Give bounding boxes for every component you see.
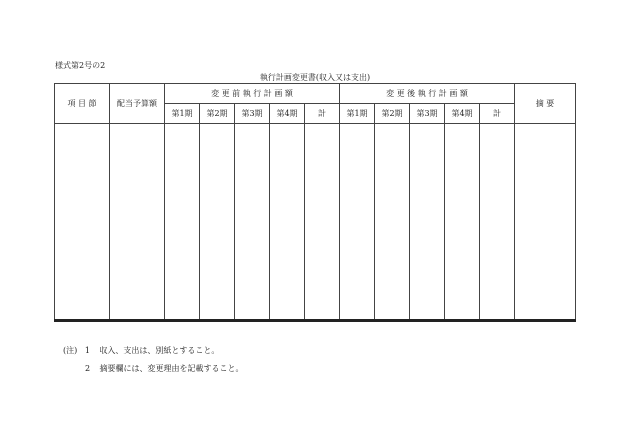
before-period-2-cell[interactable] xyxy=(200,124,235,321)
budget-header: 配当予算額 xyxy=(110,84,165,124)
before-total: 計 xyxy=(305,104,340,124)
item-cell[interactable] xyxy=(55,124,110,321)
notes xyxy=(63,342,244,378)
budget-cell[interactable] xyxy=(110,124,165,321)
remarks-header: 摘 要 xyxy=(515,84,576,124)
after-period-4: 第4期 xyxy=(445,104,480,124)
after-period-2: 第2期 xyxy=(375,104,410,124)
before-period-1-cell[interactable] xyxy=(165,124,200,321)
after-period-4-cell[interactable] xyxy=(445,124,480,321)
notes-prefix: (注) xyxy=(63,346,78,355)
after-period-1: 第1期 xyxy=(340,104,375,124)
after-total-cell[interactable] xyxy=(480,124,515,321)
before-period-4: 第4期 xyxy=(270,104,305,124)
before-period-4-cell[interactable] xyxy=(270,124,305,321)
note-text: 摘要欄には、変更理由を記載すること。 xyxy=(99,364,244,373)
after-period-3: 第3期 xyxy=(410,104,445,124)
note-number: 1 xyxy=(84,346,90,355)
after-period-1-cell[interactable] xyxy=(340,124,375,321)
after-plan-header: 変 更 後 執 行 計 画 額 xyxy=(340,84,515,104)
execution-plan-table xyxy=(54,83,576,322)
note-text: 収入、支出は、別紙とすること。 xyxy=(99,346,220,355)
before-period-3: 第3期 xyxy=(235,104,270,124)
document-title: 執行計画変更書(収入又は支出) xyxy=(259,73,371,82)
item-header: 項 目 節 xyxy=(55,84,110,124)
after-period-2-cell[interactable] xyxy=(375,124,410,321)
form-number: 様式第2号の2 xyxy=(55,61,106,70)
before-period-1: 第1期 xyxy=(165,104,200,124)
remarks-cell[interactable] xyxy=(515,124,576,321)
after-total: 計 xyxy=(480,104,515,124)
before-plan-header: 変 更 前 執 行 計 画 額 xyxy=(165,84,340,104)
note-number: 2 xyxy=(85,364,91,373)
before-total-cell[interactable] xyxy=(305,124,340,321)
before-period-2: 第2期 xyxy=(200,104,235,124)
after-period-3-cell[interactable] xyxy=(410,124,445,321)
before-period-3-cell[interactable] xyxy=(235,124,270,321)
